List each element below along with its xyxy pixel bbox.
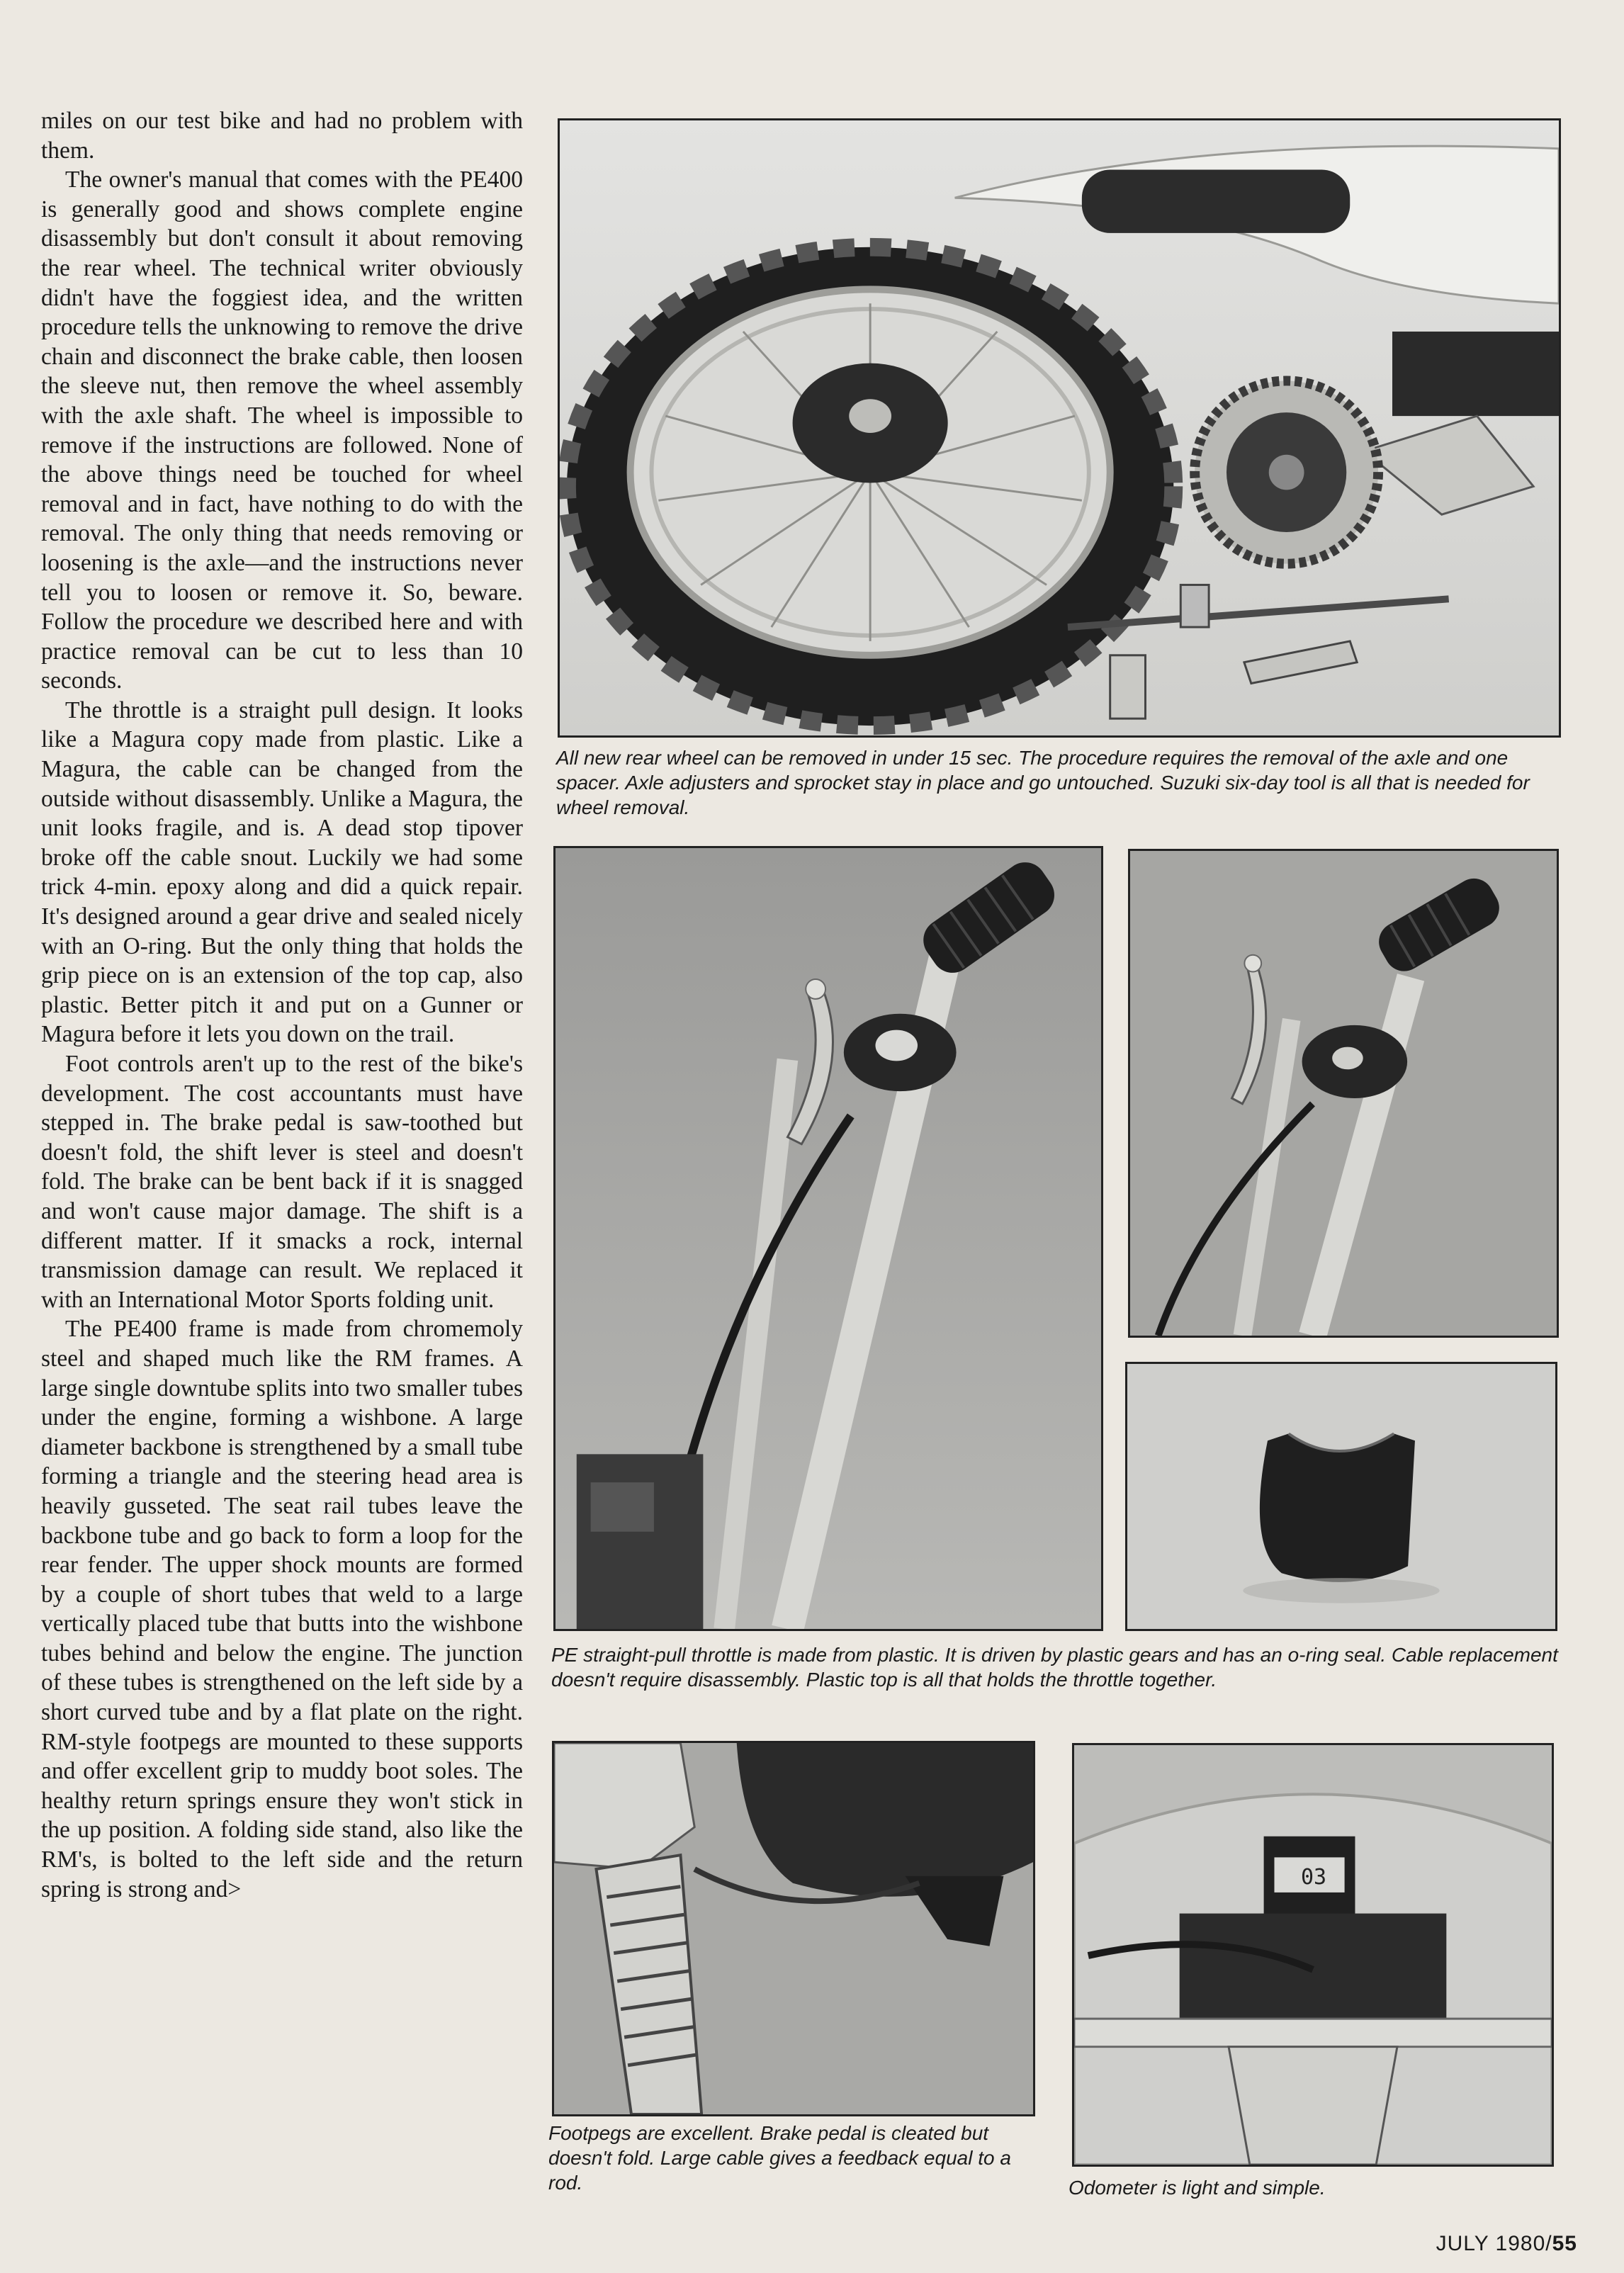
article-body-column bbox=[41, 106, 523, 1904]
throttle-photo-large bbox=[553, 846, 1103, 1631]
page-folio bbox=[1436, 2232, 1577, 2256]
footpegs-caption: Footpegs are excellent. Brake pedal is cleated but doesn't fold. Large cable gives a feedback equal to a rod. bbox=[548, 2122, 1011, 2194]
paragraph-3: The throttle is a straight pull design. It looks like a Magura copy made from plastic. Like a Magura, the cable can be changed from the outside without disassembly. Unlike a Magura, the unit looks fragile, and is. A dead stop tipover broke off the cable snout. Luckily we had some trick 4-min. epoxy along and did a quick repair. It's designed around a gear drive and sealed nicely with an O-ring. But the only thing that holds the grip piece on is an extension of the top cap, also plastic. Better pitch it and put on a Gunner or Magura before it lets you down on the trail. bbox=[41, 696, 523, 1048]
throttle-cap-photo bbox=[1125, 1362, 1557, 1631]
rear-wheel-caption: All new rear wheel can be removed in under 15 sec. The procedure requires the removal of the axle and one spacer. Axle adjusters and sprocket stay in place and go untouched. Suzuki six-day tool is all that is needed for wheel removal. bbox=[556, 747, 1530, 818]
paragraph-1: miles on our test bike and had no problem with them. bbox=[41, 108, 523, 164]
odometer-photo bbox=[1072, 1743, 1554, 2167]
paragraph-2: The owner's manual that comes with the PE400 is generally good and shows complete engine disassembly but don't consult it about removing the rear wheel. The technical writer obviously didn't have the foggiest idea, and the written procedure tells the unknowing to remove the drive chain and disconnect the brake cable, then loosen the sleeve nut, then remove the wheel assembly with the axle shaft. The wheel is impossible to remove if the instructions are followed. None of the above things need be touched for wheel removal and in fact, have nothing to do with the removal. The only thing that needs removing or loosening is the axle—and the instructions never tell you to loosen or remove it. So, beware. Follow the procedure we described here and with practice removal can be cut to less than 10 seconds. bbox=[41, 167, 523, 694]
footpegs-photo bbox=[552, 1741, 1035, 2116]
paragraph-5: The PE400 frame is made from chromemoly steel and shaped much like the RM frames. A large single downtube splits into two smaller tubes under the engine, forming a wishbone. A large diameter backbone is strengthened by a small tube forming a triangle and the steering head area is heavily gusseted. The seat rail tubes leave the backbone tube and go back to form a loop for the rear fender. The upper shock mounts are formed by a couple of short tubes that weld to a large vertically placed tube that butts into the wishbone tubes behind and below the engine. The junction of these tubes is strengthened on the left side by a short curved tube and by a flat plate on the right. RM-style footpegs are mounted to these supports and offer excellent grip to muddy boot soles. The healthy return springs ensure they won't stick in the up position. A folding side stand, also like the RM's, is bolted to the left side and the return spring is strong and> bbox=[41, 1316, 523, 1902]
rear-wheel-photo bbox=[558, 118, 1561, 738]
folio-page-number: 55 bbox=[1552, 2232, 1577, 2255]
paragraph-4: Foot controls aren't up to the rest of the bike's development. The cost accountants must have stepped in. The brake pedal is saw-toothed but doesn't fold, the shift lever is steel and doesn't fold. The brake can be bent back if it is snagged and won't cause major damage. The shift is a different matter. If it smacks a rock, internal transmission damage can result. We replaced it with an International Motor Sports folding unit. bbox=[41, 1051, 523, 1313]
throttle-photo-small bbox=[1128, 849, 1559, 1338]
odometer-readout: 03 bbox=[1300, 1865, 1327, 1890]
odometer-caption: Odometer is light and simple. bbox=[1068, 2177, 1326, 2199]
throttle-caption: PE straight-pull throttle is made from plastic. It is driven by plastic gears and has an o-ring seal. Cable replacement doesn't require disassembly. Plastic top is all that holds the throttle together. bbox=[551, 1644, 1558, 1691]
folio-issue: JULY 1980/ bbox=[1436, 2232, 1552, 2255]
